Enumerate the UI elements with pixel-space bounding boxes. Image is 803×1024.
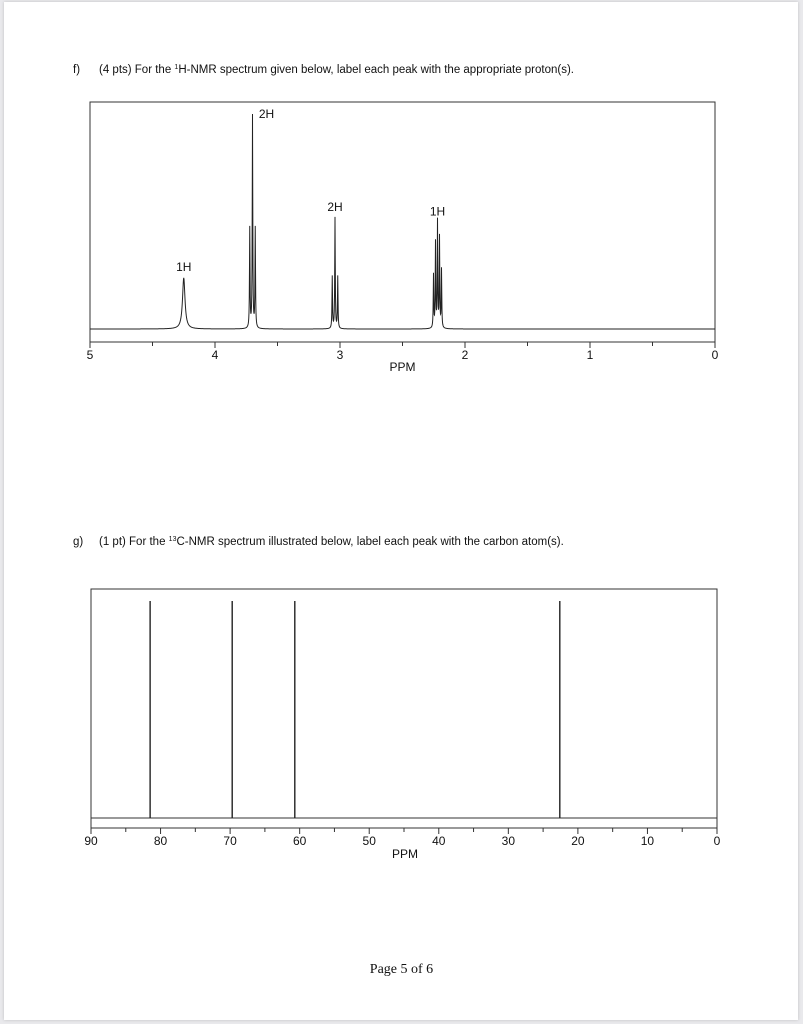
h-nmr-tick-label: 0 xyxy=(711,348,719,362)
c-nmr-tick-label: 60 xyxy=(292,834,307,848)
page-number: Page 5 of 6 xyxy=(369,962,434,977)
question-f-number: f) xyxy=(73,64,81,76)
c-nmr-tick-label: 10 xyxy=(640,834,655,848)
h-nmr-tick-label: 4 xyxy=(211,348,219,362)
c-nmr-tick-label: 30 xyxy=(501,834,516,848)
question-g-number: g) xyxy=(73,536,84,548)
c-nmr-tick-label: 70 xyxy=(223,834,237,848)
c-nmr-tick-label: 0 xyxy=(713,834,721,848)
c-nmr-xlabel: PPM xyxy=(391,847,419,861)
h-nmr-peak-label: 2H xyxy=(258,107,275,121)
c-nmr-tick-label: 20 xyxy=(571,834,585,848)
c-nmr-frame xyxy=(91,589,717,828)
h-nmr-spectrum xyxy=(87,102,719,374)
question-f-text: (4 pts) For the $^1$H-NMR spectrum given below, label each peak with the appropriate proton(s). xyxy=(99,64,574,76)
h-nmr-tick-label: 5 xyxy=(86,348,94,362)
h-nmr-tick-label: 3 xyxy=(336,348,344,362)
c-nmr-tick-label: 80 xyxy=(153,834,168,848)
c-nmr-spectrum xyxy=(84,589,720,861)
h-nmr-tick-label: 1 xyxy=(586,348,594,362)
c-nmr-tick-label: 50 xyxy=(362,834,376,848)
c-nmr-tick-label: 90 xyxy=(84,834,98,848)
question-g-text: (1 pt) For the $^{13}$C-NMR spectrum illustrated below, label each peak with the carbon atom(s). xyxy=(99,536,564,548)
question-g xyxy=(73,536,564,548)
h-nmr-xlabel: PPM xyxy=(389,360,416,374)
h-nmr-tick-label: 2 xyxy=(461,348,469,362)
h-nmr-peak-label: 1H xyxy=(429,204,446,219)
c-nmr-tick-label: 40 xyxy=(432,834,446,848)
h-nmr-peak-label: 2H xyxy=(327,200,343,215)
h-nmr-peak-label: 1H xyxy=(176,259,192,274)
